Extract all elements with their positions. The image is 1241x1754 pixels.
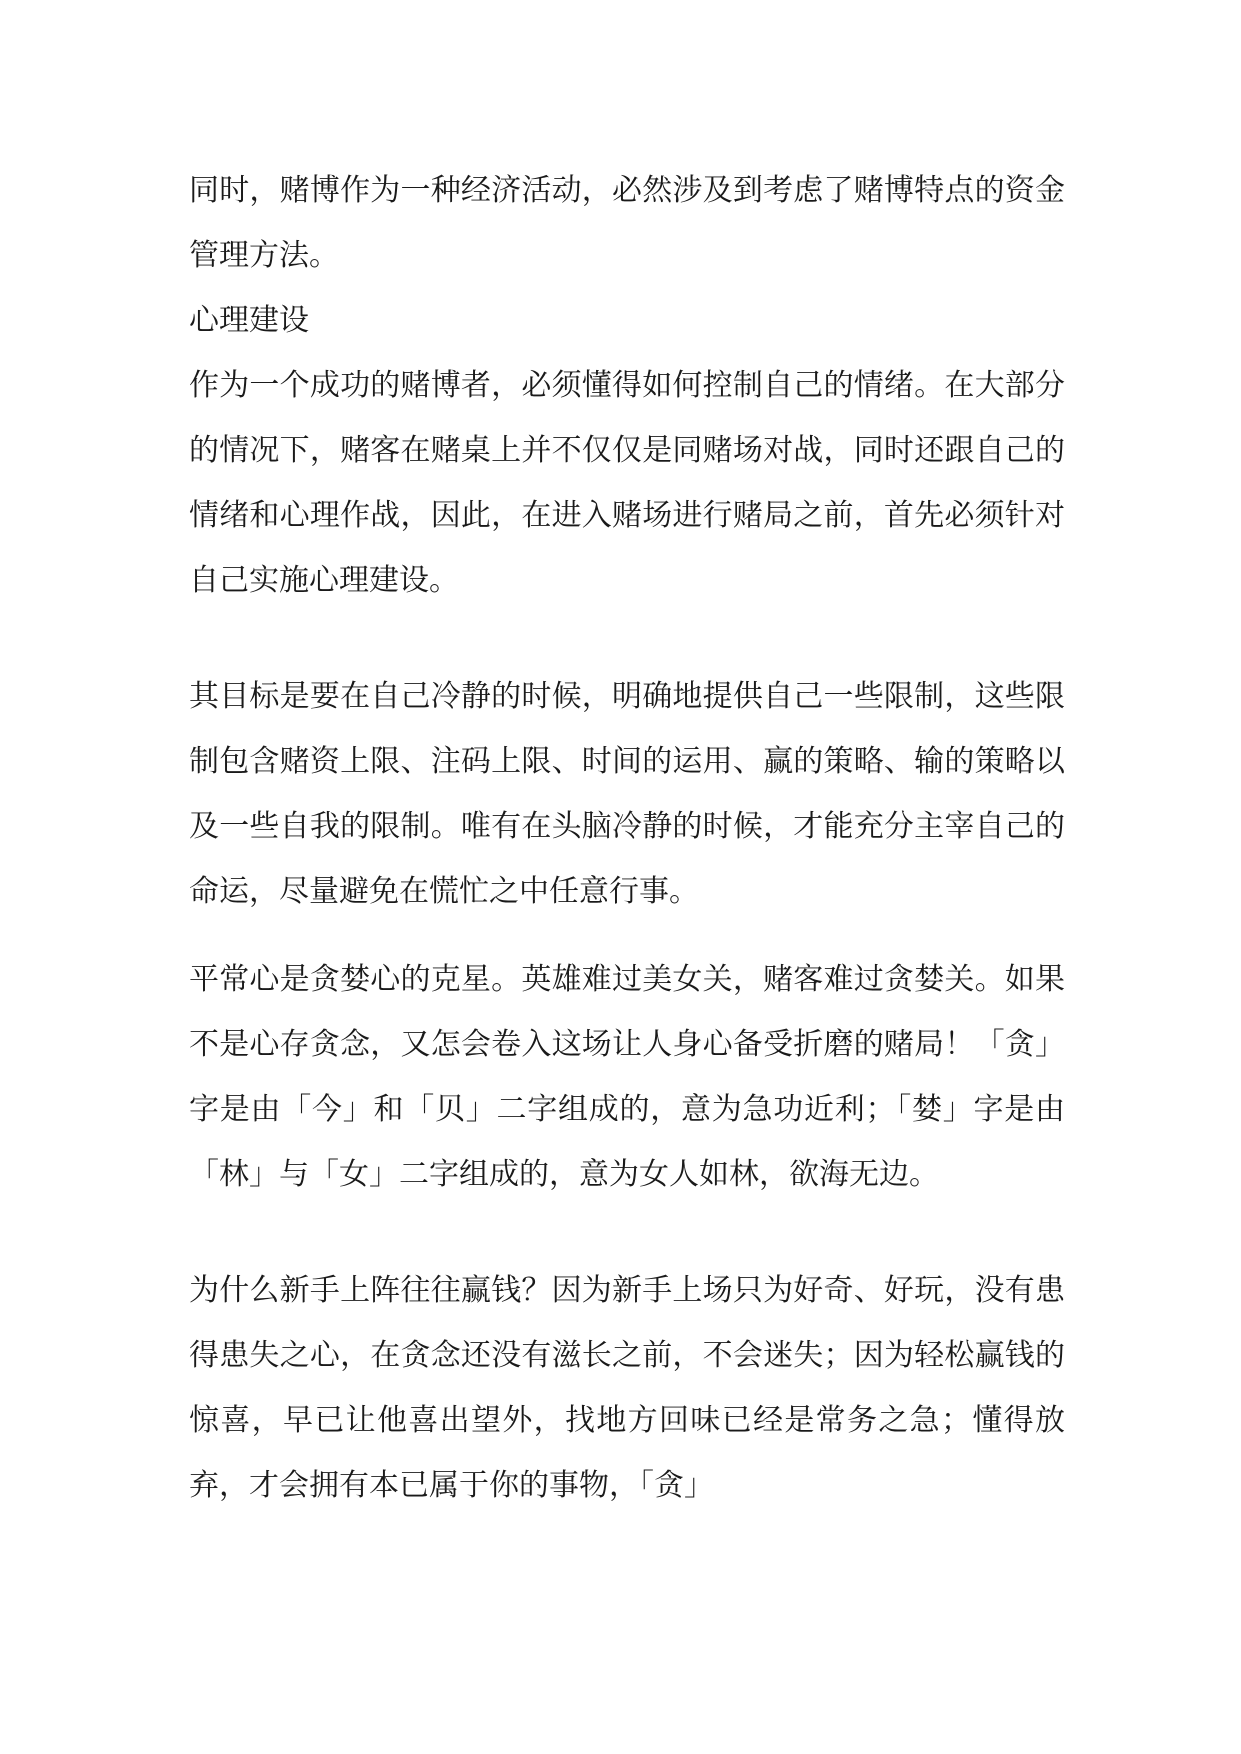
paragraph-emotion-control: 作为一个成功的赌博者，必须懂得如何控制自己的情绪。在大部分的情况下，赌客在赌桌上并不仅仅是同赌场对战，同时还跟自己的情绪和心理作战，因此，在进入赌场进行赌局之前，首先必须针对自己实施心理建设。 bbox=[189, 368, 1065, 598]
paragraph-fund-management: 同时，赌博作为一种经济活动，必然涉及到考虑了赌博特点的资金管理方法。 bbox=[189, 173, 1065, 273]
paragraph-limits: 其目标是要在自己冷静的时候，明确地提供自己一些限制，这些限制包含赌资上限、注码上限、时间的运用、赢的策略、输的策略以及一些自我的限制。唯有在头脑冷静的时候，才能充分主宰自己的命运，尽量避免在慌忙之中任意行事。 bbox=[189, 679, 1065, 909]
paragraph-greed: 平常心是贪婪心的克星。英雄难过美女关，赌客难过贪婪关。如果不是心存贪念，又怎会卷入这场让人身心备受折磨的赌局！「贪」字是由「今」和「贝」二字组成的，意为急功近利；「婪」字是由「林」与「女」二字组成的，意为女人如林，欲海无边。 bbox=[189, 962, 1065, 1192]
text-column bbox=[189, 158, 1065, 1518]
section-heading-psychology: 心理建设 bbox=[189, 303, 309, 338]
paragraph-beginners-luck: 为什么新手上阵往往赢钱？因为新手上场只为好奇、好玩，没有患得患失之心，在贪念还没有滋长之前，不会迷失；因为轻松赢钱的惊喜，早已让他喜出望外，找地方回味已经是常务之急；懂得放弃，才会拥有本已属于你的事物，「贪」 bbox=[189, 1273, 1065, 1503]
